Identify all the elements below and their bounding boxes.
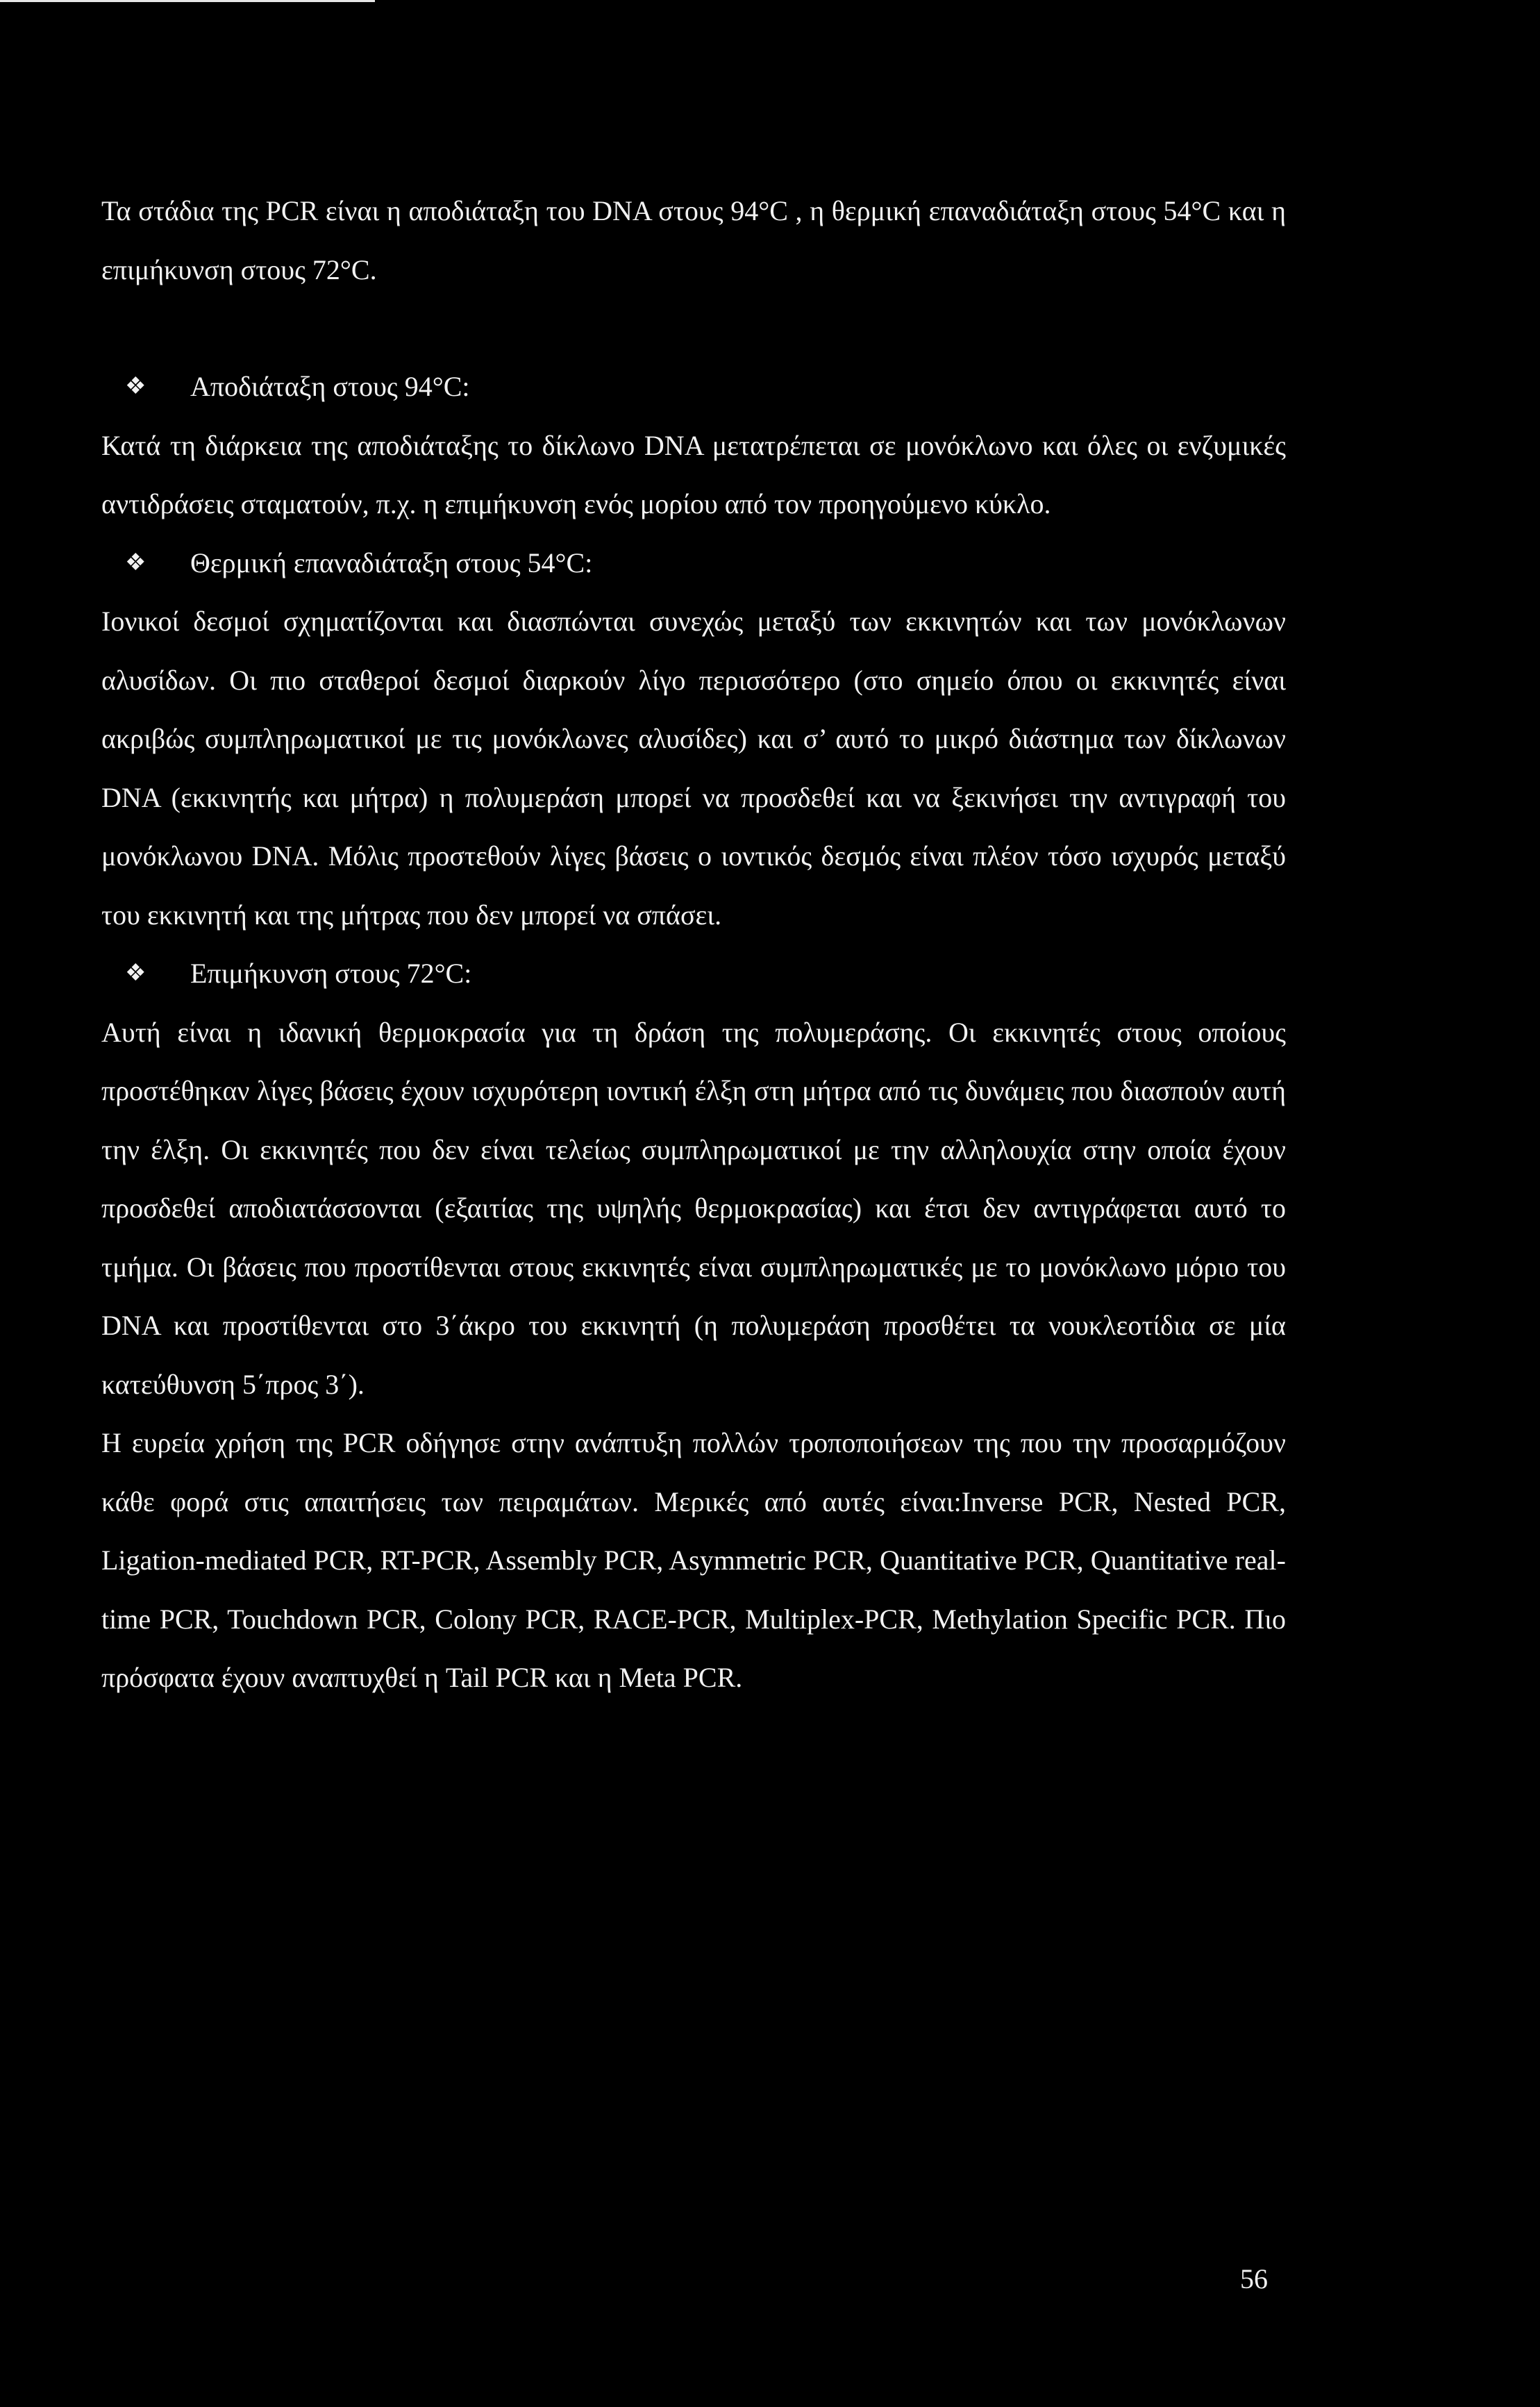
top-rule <box>0 0 375 2</box>
section-body: Αυτή είναι η ιδανική θερμοκρασία για τη δράση της πολυμεράσης. Οι εκκινητές στους οποίους προστέθηκαν λίγες βάσεις έχουν ισχυρότερη ιοντική έλξη στη μήτρα από τις δυνάμεις που διασπούν αυτή την έλξη. Οι εκκινητές που δεν είναι τελείως συμπληρωματικοί με την αλληλουχία στην οποία έχουν προσδεθεί αποδιατάσσονται (εξαιτίας της υψηλής θερμοκρασίας) και έτσι δεν αντιγράφεται αυτό το τμήμα. Οι βάσεις που προστίθενται στους εκκινητές είναι συμπληρωματικές με το μονόκλωνο μόριο του DNA και προστίθενται στο 3΄άκρο του εκκινητή (η πολυμεράση προσθέτει τα νουκλεοτίδια σε μία κατεύθυνση 5΄προς 3΄). <box>101 1016 1286 1400</box>
section-heading <box>101 944 1286 1003</box>
section-heading-text: Επιμήκυνση στους 72°C: <box>190 958 472 989</box>
page-number: 56 <box>1240 2263 1268 2294</box>
section-heading-text: Αποδιάταξη στους 94°C: <box>190 371 470 402</box>
page-body <box>101 182 1286 1708</box>
section-body: Κατά τη διάρκεια της αποδιάταξης το δίκλωνο DNA μετατρέπεται σε μονόκλωνο και όλες οι ενζυμικές αντιδράσεις σταματούν, π.χ. η επιμήκυνση ενός μορίου από τον προηγούμενο κύκλο. <box>101 429 1286 519</box>
section-extension <box>101 944 1286 1414</box>
section-body: Ιονικοί δεσμοί σχηματίζονται και διασπώνται συνεχώς μεταξύ των εκκινητών και των μονόκλωνων αλυσίδων. Οι πιο σταθεροί δεσμοί διαρκούν λίγο περισσότερο (στο σημείο όπου οι εκκινητές είναι ακριβώς συμπληρωματικοί με τις μονόκλωνες αλυσίδες) και σ’ αυτό το μικρό διάστημα των δίκλωνων DNA (εκκινητής και μήτρα) η πολυμεράση μπορεί να προσδεθεί και να ξεκινήσει την αντιγραφή του μονόκλωνου DNA. Μόλις προστεθούν λίγες βάσεις ο ιοντικός δεσμός είναι πλέον τόσο ισχυρός μεταξύ του εκκινητή και της μήτρας που δεν μπορεί να σπάσει. <box>101 606 1286 931</box>
section-heading-text: Θερμική επαναδιάταξη στους 54°C: <box>190 547 593 578</box>
diamond-dots-icon: ❖ <box>125 960 147 986</box>
diamond-dots-icon: ❖ <box>125 374 147 399</box>
intro-paragraph: Τα στάδια της PCR είναι η αποδιάταξη του DNA στους 94°C , η θερμική επαναδιάταξη στους 54°C και η επιμήκυνση στους 72°C. <box>101 195 1286 285</box>
section-heading <box>101 358 1286 417</box>
section-annealing <box>101 534 1286 945</box>
closing-paragraph: Η ευρεία χρήση της PCR οδήγησε στην ανάπτυξη πολλών τροποποιήσεων της που την προσαρμόζουν κάθε φορά στις απαιτήσεις των πειραμάτων. Μερικές από αυτές είναι:Inverse PCR, Nested PCR, Ligation-mediated PCR, RT-PCR, Assembly PCR, Asymmetric PCR, Quantitative PCR, Quantitative real-time PCR, Touchdown PCR, Colony PCR, RACE-PCR, Multiplex-PCR, Methylation Specific PCR. Πιο πρόσφατα έχουν αναπτυχθεί η Tail PCR και η Meta PCR. <box>101 1427 1286 1693</box>
section-heading <box>101 534 1286 593</box>
section-denaturation <box>101 358 1286 534</box>
diamond-dots-icon: ❖ <box>125 549 147 576</box>
